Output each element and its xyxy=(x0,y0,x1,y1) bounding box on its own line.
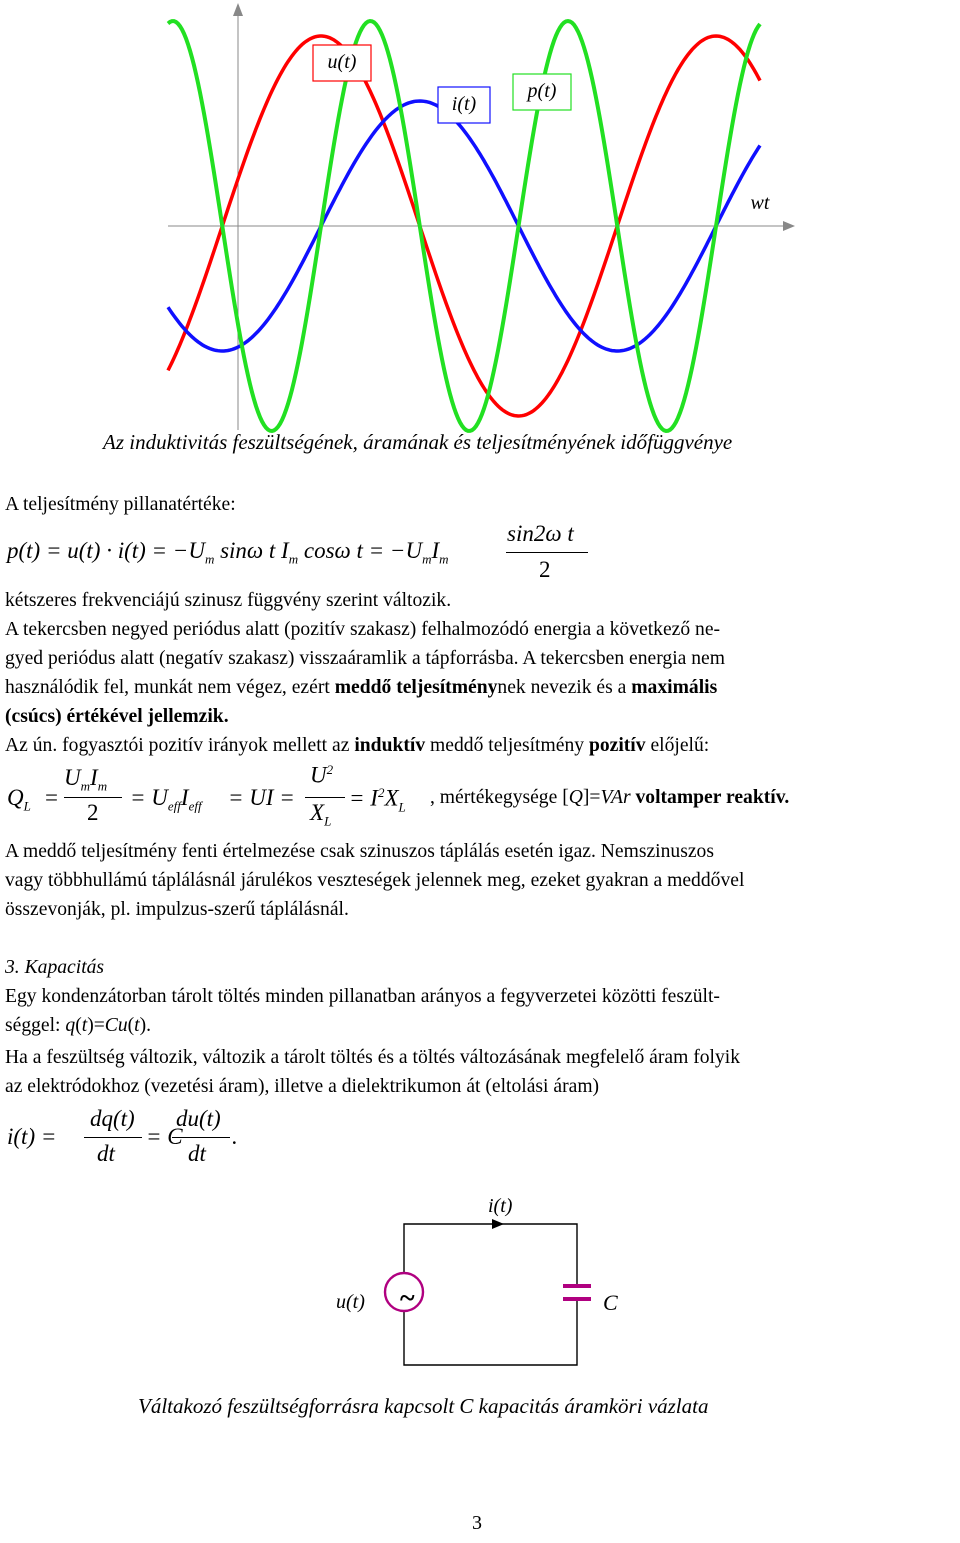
capacitor-plate-bottom xyxy=(563,1297,591,1301)
eq1-denominator: 2 xyxy=(539,557,551,582)
figure1-caption: Az induktivitás feszültségének, áramának és teljesítményének időfüggvénye xyxy=(103,430,733,454)
paragraph-energy-line1: A tekercsben negyed periódus alatt (pozitív szakasz) felhalmozódó energia a következő ne- xyxy=(5,619,721,640)
u-label: u(t) xyxy=(327,51,357,73)
paragraph-energy-line3: használódik fel, munkát nem végez, ezért meddő teljesítménynek nevezik és a maximális xyxy=(5,677,718,698)
paragraph-nonsinusoidal-line1: A meddő teljesítmény fenti értelmezése csak szinuszos táplálás esetén igaz. Nemszinuszos xyxy=(5,841,714,862)
circuit-label-capacitance: C xyxy=(603,1290,618,1315)
circuit-diagram xyxy=(0,1180,960,1400)
paragraph-current-line2: az elektródokhoz (vezetési áram), illetve a dielektrikumon át (eltolási áram) xyxy=(5,1076,600,1097)
unit-sentence: , mértékegysége [Q]=VAr voltamper reaktív. xyxy=(430,787,790,808)
current-arrow-icon xyxy=(492,1219,504,1229)
vertical-axis-arrow xyxy=(233,3,243,16)
paragraph-double-frequency: kétszeres frekvenciájú szinusz függvény szerint változik. xyxy=(5,590,452,611)
paragraph-nonsinusoidal-line3: összevonják, pl. impulzus-szerű táplálásnál. xyxy=(5,899,349,920)
p-label: p(t) xyxy=(527,80,557,102)
paragraph-current-line1: Ha a feszültség változik, változik a tárolt töltés és a töltés változásának megfelelő áram folyik xyxy=(5,1047,741,1068)
paragraph-nonsinusoidal-line2: vagy többhullámú táplálásnál járulékos veszteségek jelennek meg, ezeket gyakran a meddővel xyxy=(5,870,745,891)
axis-label-wt: wt xyxy=(750,192,770,214)
paragraph-energy-line4: (csúcs) értékével jellemzik. xyxy=(5,706,229,727)
circuit-wire-bottom xyxy=(404,1310,577,1365)
capacitor-plate-top xyxy=(563,1284,591,1288)
circuit-label-voltage: u(t) xyxy=(336,1291,365,1313)
paragraph-energy-line2: gyed periódus alatt (negatív szakasz) visszaáramlik a tápforrásba. A tekercsben energia nem xyxy=(5,648,725,669)
horizontal-axis-arrow xyxy=(783,221,795,231)
paragraph-sign-convention: Az ún. fogyasztói pozitív irányok mellett az induktív meddő teljesítmény pozitív előjelű: xyxy=(5,735,710,756)
tilde-icon: ~ xyxy=(400,1283,415,1314)
eq1-numerator: sin2ω t xyxy=(507,521,574,546)
paragraph-instant-power: A teljesítmény pillanatértéke: xyxy=(5,494,236,515)
circuit-label-current: i(t) xyxy=(488,1195,513,1217)
section-heading-capacitance: 3. Kapacitás xyxy=(5,957,105,978)
figure2-caption: Váltakozó feszültségforrásra kapcsolt C kapacitás áramköri vázlata xyxy=(138,1394,709,1418)
eq1-fraction-bar xyxy=(506,552,588,553)
page-number: 3 xyxy=(472,1512,482,1534)
paragraph-capacitor-line2: séggel: q(t)=Cu(t). xyxy=(5,1015,152,1036)
i-label: i(t) xyxy=(451,93,477,115)
waveform-figure xyxy=(0,0,960,440)
circuit-wire xyxy=(404,1224,577,1273)
paragraph-capacitor-line1: Egy kondenzátorban tárolt töltés minden pillanatban arányos a fegyverzetei közötti feszült- xyxy=(5,986,720,1007)
